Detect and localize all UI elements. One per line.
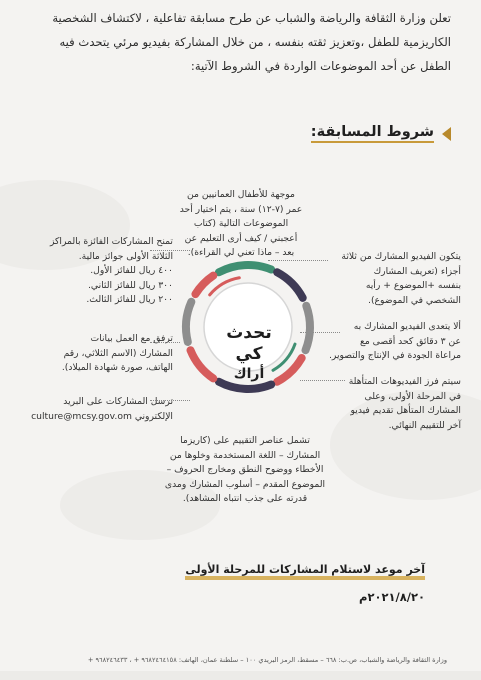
condition-line: آخر للتقييم النهائي. — [388, 419, 461, 431]
ring-segment — [305, 306, 310, 350]
deadline-label: آخر موعد لاستلام المشاركات للمرحلة الأولى — [185, 563, 425, 580]
condition-line: ترسل المشاركات على البريد — [63, 396, 173, 407]
condition-line: بعد – ماذا تعني لي القراءة). — [187, 247, 295, 258]
condition-right-1 — [341, 250, 461, 308]
condition-line: يتكون الفيديو المشارك من ثلاثة — [341, 251, 461, 262]
condition-line: المشارك المتأهل تقديم فيديو — [350, 405, 461, 416]
condition-bottom — [150, 434, 340, 507]
condition-line: المشارك (الاسم الثلاثي، رقم — [63, 347, 173, 359]
condition-line: ترفق مع العمل بيانات — [90, 333, 173, 344]
center-title-line1: تحدث كي — [226, 323, 272, 364]
email-line: الإلكتروني culture@mcsy.gov.om — [31, 410, 173, 422]
intro-line: الطفل عن أحد الموضوعات الواردة في الشروط الآتية: — [190, 59, 451, 73]
condition-line: ٢٠٠ ريال للفائز الثالث. — [86, 294, 173, 305]
footer-bar — [0, 671, 481, 680]
condition-line: الهاتف، صورة شهادة الميلاد). — [61, 362, 173, 373]
deadline-date: ٢٠٢١/٨/٢٠م — [359, 590, 425, 604]
condition-line: ٤٠٠ ريال للفائز الأول. — [90, 265, 173, 276]
condition-line: الثلاثة الأولى جوائز مالية. — [78, 250, 173, 262]
center-title — [211, 323, 287, 384]
condition-line: الموضوعات التالية (كتاب — [193, 218, 289, 229]
condition-line: في المرحلة الأولى، وعلى — [364, 390, 461, 402]
condition-line: تمنح المشاركات الفائزة بالمراكز — [49, 236, 173, 247]
condition-line: ألا يتعدى الفيديو المشارك به — [353, 321, 461, 332]
connector-line — [150, 250, 190, 251]
condition-line: أجزاء (تعريف المشارك — [373, 265, 461, 277]
condition-line: ٣٠٠ ريال للفائز الثاني. — [87, 279, 173, 291]
ring-segment — [277, 272, 303, 298]
ring-segment — [191, 350, 214, 378]
condition-line: الموضوع المقدم – أسلوب المشارك ومدى — [164, 478, 326, 490]
ring-segment — [195, 276, 213, 295]
condition-right-2 — [329, 320, 461, 364]
condition-line: أعجبني / كيف أرى التعليم عن — [184, 232, 298, 244]
ring-segment — [219, 265, 271, 272]
condition-line: عمر (٧-١٢) سنة ، يتم اختيار أحد — [179, 203, 303, 215]
condition-line: موجهة للأطفال العمانيين من — [187, 189, 295, 200]
section-title — [311, 124, 451, 143]
center-title-line2: أراك — [233, 366, 265, 382]
condition-left-1 — [50, 235, 173, 308]
intro-line: الكاريزمية للطفل ،وتعزيز ثقته بنفسه ، من خلال المشاركة بفيديو مرئي يتحدث فيه — [59, 35, 451, 49]
condition-line: الأخطاء ووضوح النطق ومخارج الحروف – — [166, 464, 324, 475]
condition-line: تشمل عناصر التقييم على (كاريزما — [180, 435, 310, 446]
condition-line: بنفسه +الموضوع + رأيه — [365, 280, 461, 291]
condition-line: الشخصي في الموضوع). — [368, 294, 461, 306]
arrow-icon — [442, 127, 451, 141]
ring-segment — [186, 302, 191, 342]
condition-line: مراعاة الجودة في الإنتاج والتصوير. — [329, 350, 461, 361]
condition-right-3 — [349, 375, 461, 433]
section-title-text: شروط المسابقة: — [311, 124, 434, 143]
intro-paragraph — [29, 6, 451, 78]
condition-line: عن ٣ دقائق كحد أقصى مع — [359, 335, 461, 347]
condition-line: المشارك – اللغة المستخدمة وخلوها من — [169, 449, 321, 461]
condition-left-2 — [62, 332, 173, 376]
condition-line: قدرته على جذب انتباه المشاهد). — [182, 493, 308, 504]
footer-contact: وزارة الثقافة والرياضة والشباب، ص.ب: ٦٦٨ – مسقط، الرمز البريدي ١٠٠ – سلطنة عمان، الهاتف: ٩٦٨٢٤٦٤١٥٨ + ، ٩٦٨٢٤٦٤٣٣ + — [87, 656, 447, 664]
condition-line: سيتم فرز الفيديوهات المتأهلة — [348, 376, 461, 387]
intro-line: تعلن وزارة الثقافة والرياضة والشباب عن طرح مسابقة تفاعلية ، لاكتشاف الشخصية — [52, 11, 451, 25]
